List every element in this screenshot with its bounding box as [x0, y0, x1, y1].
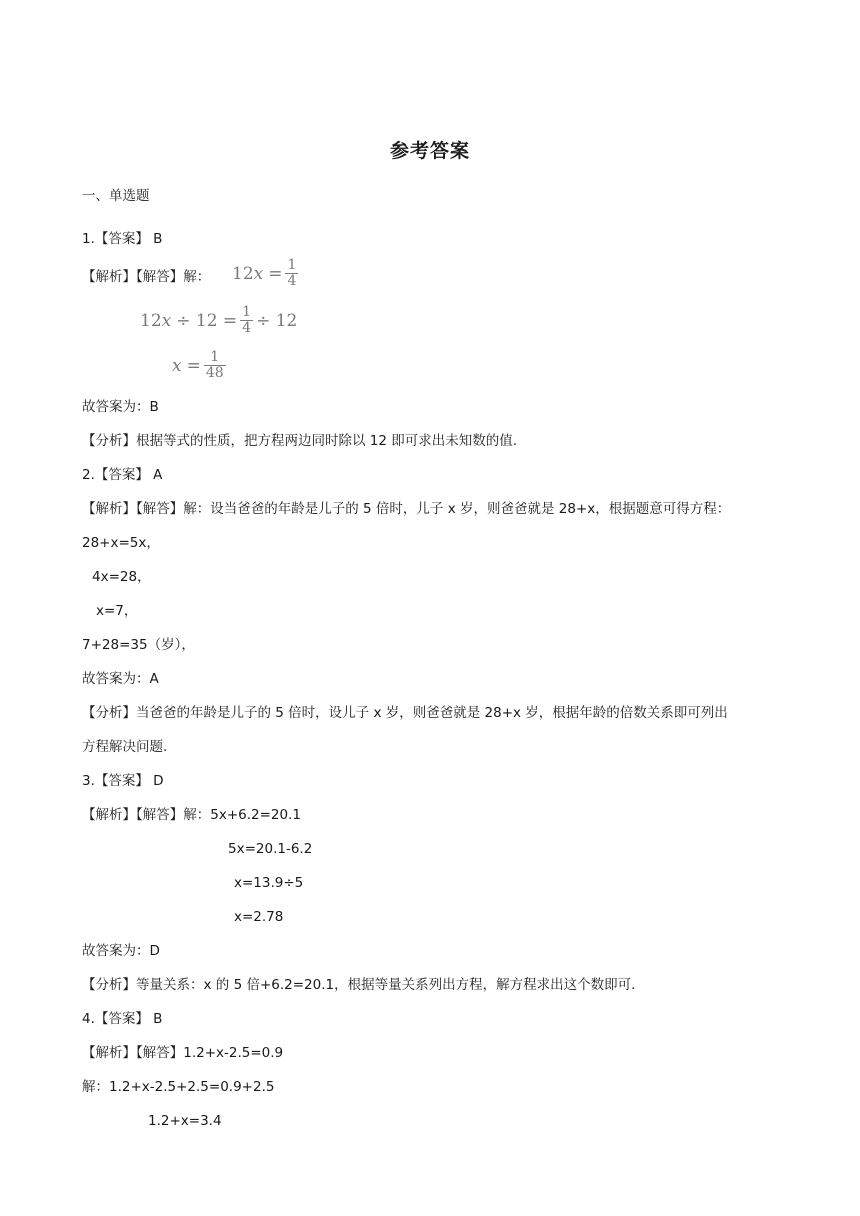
q1-eq1-fraction: $\frac{1}{4}$ [287, 257, 297, 289]
q1-analysis: 【分析】根据等式的性质，把方程两边同时除以 12 即可求出未知数的值. [82, 433, 518, 449]
q3-analysis: 【分析】等量关系：x 的 5 倍+6.2=20.1，根据等量关系列出方程，解方程求出这个数即可. [82, 977, 636, 993]
q1-equation-3 [172, 350, 229, 381]
q3-solution-line-2: 5x=20.1-6.2 [228, 841, 313, 857]
q4-answer: 4.【答案】 B [82, 1011, 163, 1027]
q1-equation-2 [140, 305, 297, 336]
q2-final-answer: 故答案为：A [82, 671, 159, 687]
q3-solution-line-1: 【解析】【解答】解：5x+6.2=20.1 [82, 807, 301, 823]
q1-eq2-coef: 12 [140, 310, 162, 331]
q1-eq1-var: x [253, 263, 264, 284]
q3-solution-line-3: x=13.9÷5 [234, 875, 304, 891]
q1-eq1-equals: = [268, 263, 283, 284]
q1-eq1-coef: 12 [232, 263, 254, 284]
q2-solution-line-3: 4x=28， [92, 569, 151, 585]
q1-final-answer: 故答案为：B [82, 399, 159, 415]
q1-eq2-tail: ÷ 12 [256, 310, 298, 331]
section-heading: 一、单选题 [82, 188, 150, 204]
q2-solution-line-1: 【解析】【解答】解：设当爸爸的年龄是儿子的 5 倍时，儿子 x 岁，则爸爸就是 28+x，根据题意可得方程： [82, 501, 731, 517]
q1-eq2-var: x [161, 310, 172, 331]
q2-solution-line-4: x=7， [96, 603, 138, 619]
q1-eq3-var: x [172, 355, 182, 376]
q3-answer: 3.【答案】 D [82, 773, 164, 789]
q2-answer: 2.【答案】 A [82, 467, 163, 483]
q2-solution-line-5: 7+28=35（岁）， [82, 637, 195, 653]
q1-eq3-fraction: $\frac{1}{48}$ [205, 349, 224, 381]
q3-solution-line-4: x=2.78 [234, 909, 284, 925]
q2-analysis-line-2: 方程解决问题. [82, 739, 168, 755]
q1-eq2-fraction: $\frac{1}{4}$ [242, 304, 252, 336]
q1-eq2-op: ÷ 12 = [176, 310, 238, 331]
page-title: 参考答案 [389, 140, 470, 162]
q1-answer: 1.【答案】 B [82, 231, 163, 247]
q1-equation-1 [232, 258, 301, 289]
q2-solution-line-2: 28+x=5x， [82, 535, 160, 551]
q2-analysis-line-1: 【分析】当爸爸的年龄是儿子的 5 倍时，设儿子 x 岁，则爸爸就是 28+x 岁，根据年龄的倍数关系即可列出 [82, 705, 728, 721]
q3-final-answer: 故答案为：D [82, 943, 160, 959]
q1-solution-intro: 【解析】【解答】解： [82, 269, 211, 285]
q4-solution-line-3: 1.2+x=3.4 [148, 1113, 222, 1129]
q4-solution-line-2: 解：1.2+x-2.5+2.5=0.9+2.5 [82, 1079, 275, 1095]
q4-solution-line-1: 【解析】【解答】1.2+x-2.5=0.9 [82, 1045, 284, 1061]
q1-eq3-equals: = [186, 355, 201, 376]
